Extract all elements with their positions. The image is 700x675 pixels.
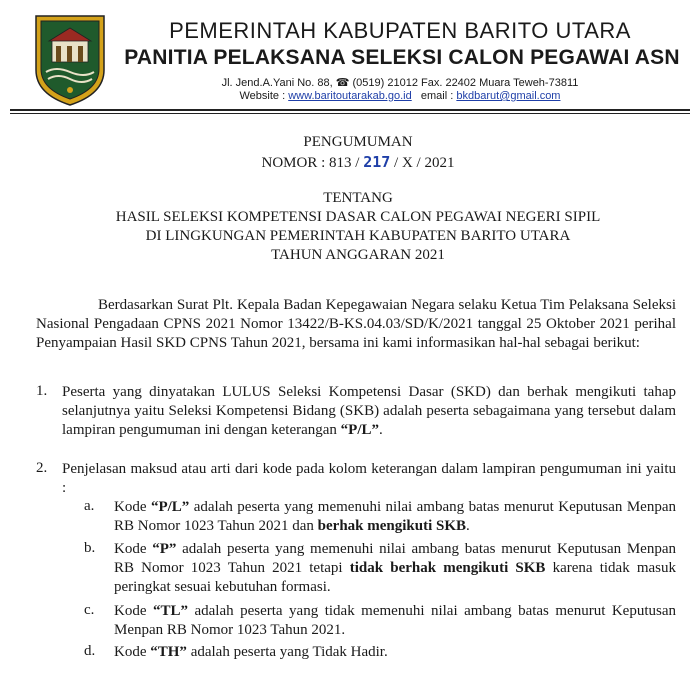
sub-a-pre: Kode bbox=[114, 499, 151, 515]
email-label: email : bbox=[420, 90, 454, 102]
number-handwritten: 217 bbox=[363, 153, 391, 171]
sub-item-mark: a. bbox=[84, 498, 95, 514]
sub-d-pre: Kode bbox=[114, 644, 151, 660]
item-text: Penjelasan maksud atau arti dari kode pada kolom keterangan dalam lampiran pengumuman ini yaitu : bbox=[62, 461, 676, 496]
item-1-body: Peserta yang dinyatakan LULUS Seleksi Kompetensi Dasar (SKD) dan berhak mengikuti tahap selanjutnya yaitu Seleksi Kompetensi Bidang (SKB) adalah peserta sebagaimana yang tersebut dalam lampiran pengumuman ini dengan keterangan bbox=[62, 384, 676, 438]
item-number: 2. bbox=[36, 460, 48, 476]
sub-item-text bbox=[114, 540, 676, 597]
item-number: 1. bbox=[36, 383, 48, 399]
item-1-code: “P/L” bbox=[340, 422, 380, 438]
kabupaten-emblem-logo bbox=[32, 12, 108, 108]
sub-b-end: karena tidak masuk peringkat sesuai kebutuhan formasi. bbox=[114, 560, 677, 595]
sub-c-code: “TL” bbox=[152, 603, 188, 619]
sub-item-text bbox=[114, 643, 676, 662]
sub-a-body: adalah peserta yang memenuhi nilai ambang batas menurut Keputusan Menpan RB Nomor 1023 Tahun 2021 dan bbox=[114, 499, 676, 534]
sub-item-text bbox=[114, 602, 676, 640]
sub-b-body: adalah peserta yang memenuhi nilai ambang batas menurut Keputusan Menpan RB Nomor 1023 Tahun 2021 tetapi bbox=[114, 541, 676, 576]
sub-b-bold: tidak berhak mengikuti SKB bbox=[349, 560, 546, 576]
sub-item-text bbox=[114, 498, 676, 536]
letterhead-divider-thin bbox=[10, 113, 690, 114]
email-link[interactable]: bkdbarut@gmail.com bbox=[456, 90, 561, 102]
sub-item-mark: c. bbox=[84, 602, 95, 618]
sub-a-end: . bbox=[466, 518, 470, 534]
sub-b-pre: Kode bbox=[114, 541, 153, 557]
number-suffix: / X / 2021 bbox=[394, 155, 455, 171]
letterhead-contact bbox=[120, 90, 680, 102]
number-prefix: NOMOR : 813 / bbox=[261, 155, 360, 171]
sub-c-pre: Kode bbox=[114, 603, 153, 619]
subject-line-2: DI LINGKUNGAN PEMERINTAH KABUPATEN BARITO UTARA bbox=[145, 228, 571, 244]
announcement-number bbox=[8, 153, 700, 172]
letterhead-subtitle: PANITIA PELAKSANA SELEKSI CALON PEGAWAI ASN bbox=[124, 46, 680, 69]
sub-b-code: “P” bbox=[152, 541, 177, 557]
about-heading: TENTANG bbox=[323, 190, 393, 206]
item-text bbox=[62, 383, 676, 440]
sub-d-code: “TH” bbox=[150, 644, 187, 660]
sub-d-body: adalah peserta yang Tidak Hadir. bbox=[186, 644, 388, 660]
intro-paragraph bbox=[36, 296, 676, 353]
subject-line-1: HASIL SELEKSI KOMPETENSI DASAR CALON PEGAWAI NEGERI SIPIL bbox=[115, 209, 601, 225]
sub-a-code: “P/L” bbox=[150, 499, 190, 515]
intro-text: Berdasarkan Surat Plt. Kepala Badan Kepegawaian Negara selaku Ketua Tim Pelaksana Seleksi Nasional Pengadaan CPNS 2021 Nomor 13422/B-KS.04.03/SD/K/2021 tanggal 25 Oktober 2021 perihal Penyampaian Hasil SKD CPNS Tahun 2021, bersama ini kami informasikan hal-hal sebagai berikut: bbox=[36, 297, 676, 351]
announcement-heading: PENGUMUMAN bbox=[303, 134, 413, 150]
sub-c-body: adalah peserta yang tidak memenuhi nilai ambang batas menurut Keputusan Menpan RB Nomor 1023 Tahun 2021. bbox=[114, 603, 677, 638]
sub-a-bold: berhak mengikuti SKB bbox=[317, 518, 467, 534]
letterhead-divider-thick bbox=[10, 109, 690, 111]
website-label: Website : bbox=[239, 90, 286, 102]
letterhead-address: Jl. Jend.A.Yani No. 88, ☎ (0519) 21012 Fax. 22402 Muara Teweh-73811 bbox=[221, 77, 579, 89]
subject-line-3: TAHUN ANGGARAN 2021 bbox=[271, 247, 445, 263]
item-1-end: . bbox=[379, 422, 383, 438]
sub-item-mark: d. bbox=[84, 643, 96, 659]
sub-item-mark: b. bbox=[84, 540, 96, 556]
letterhead-title: PEMERINTAH KABUPATEN BARITO UTARA bbox=[169, 18, 631, 43]
website-link[interactable]: www.baritoutarakab.go.id bbox=[288, 90, 412, 102]
